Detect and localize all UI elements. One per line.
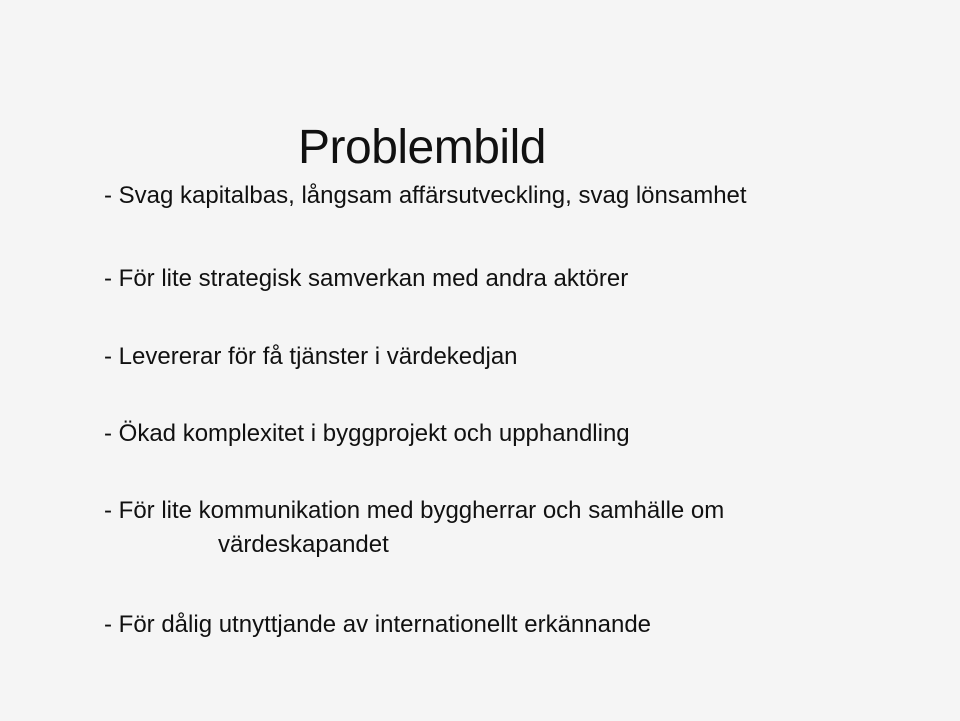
bullet-item (104, 340, 518, 374)
bullet-text: - För dålig utnyttjande av internationellt erkännande (104, 611, 652, 638)
bullet-item (104, 179, 747, 213)
bullet-text: - För lite kommunikation med byggherrar och samhälle om (104, 497, 725, 524)
bullet-item (104, 262, 628, 296)
bullet-item (104, 494, 724, 562)
bullet-text: - För lite strategisk samverkan med andra aktörer (104, 265, 629, 292)
bullet-item (104, 608, 651, 642)
bullet-item (104, 417, 630, 451)
bullet-continuation-text: värdeskapandet (218, 531, 389, 558)
slide-title: Problembild (298, 121, 546, 175)
bullet-text: - Levererar för få tjänster i värdekedjan (104, 343, 518, 370)
bullet-text: - Ökad komplexitet i byggprojekt och upphandling (104, 420, 630, 447)
bullet-text: - Svag kapitalbas, långsam affärsutveckling, svag lönsamhet (104, 182, 747, 209)
